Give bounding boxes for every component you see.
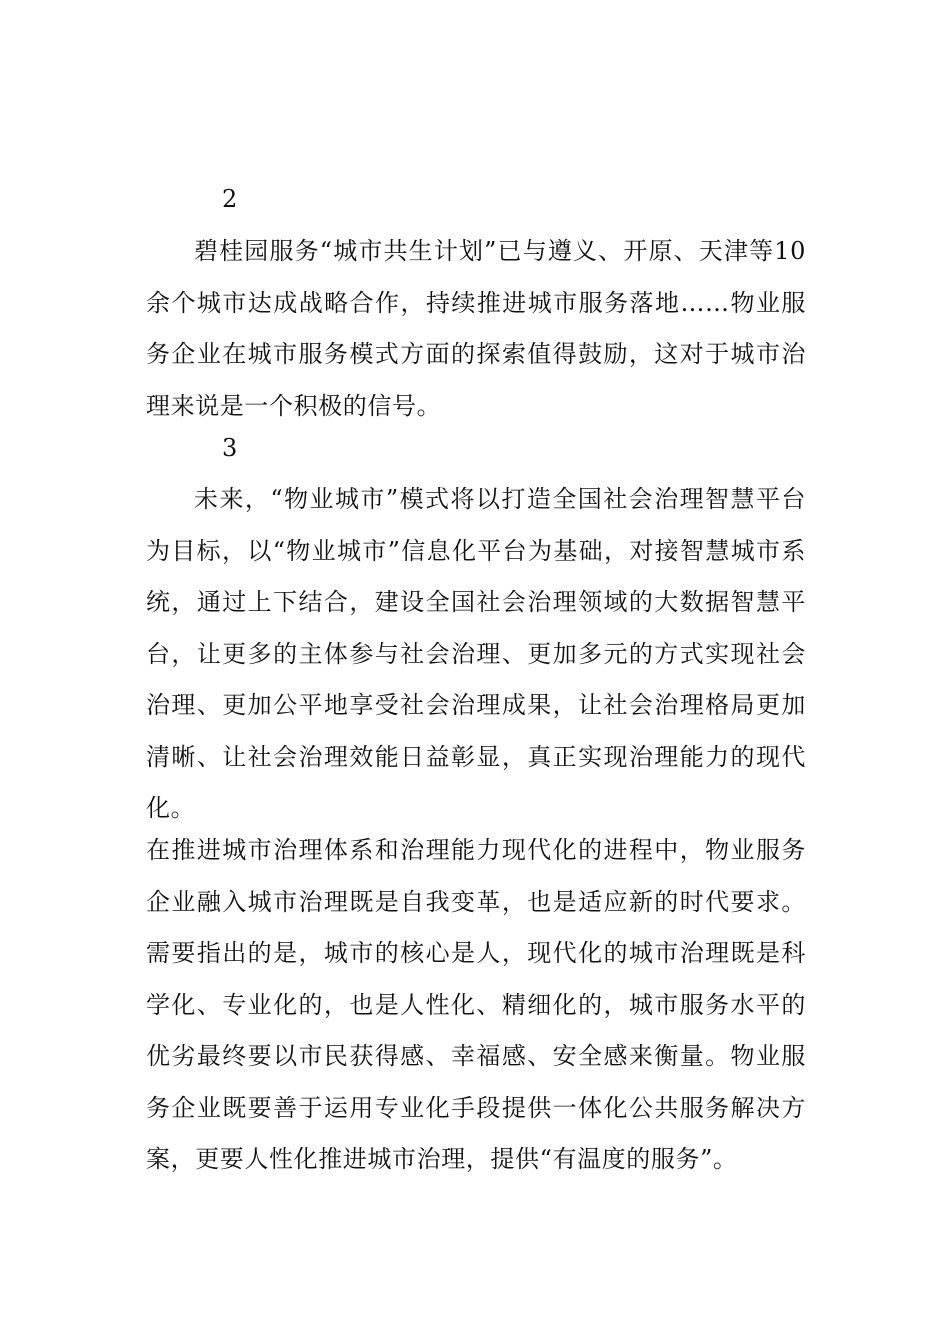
paragraph-property-city-future: 未来，“物业城市”模式将以打造全国社会治理智慧平台为目标，以“物业城市”信息化平台为基础，对接智慧城市系统，通过上下结合，建设全国社会治理领域的大数据智慧平台，让更多的主体参与社会治理、更加多元的方式实现社会治理、更加公平地享受社会治理成果，让社会治理格局更加清晰、让社会治理效能日益彰显，真正实现治理能力的现代化。 — [146, 485, 806, 822]
paragraph-city-symbiosis-plan: 碧桂园服务“城市共生计划”已与遵义、开原、天津等10余个城市达成战略合作，持续推进城市服务落地……物业服务企业在城市服务模式方面的探索值得鼓励，这对于城市治理来说是一个积极的信号。 — [146, 237, 806, 420]
section-number-2: 2 — [222, 185, 238, 213]
paragraph-governance-modernization: 在推进城市治理体系和治理能力现代化的进程中，物业服务企业融入城市治理既是自我变革，也是适应新的时代要求。需要指出的是，城市的核心是人，现代化的城市治理既是科学化、专业化的，也是人性化、精细化的，城市服务水平的优劣最终要以市民获得感、幸福感、安全感来衡量。物业服务企业既要善于运用专业化手段提供一体化公共服务解决方案，更要人性化推进城市治理，提供“有温度的服务”。 — [146, 836, 806, 1173]
section-number-3: 3 — [222, 434, 238, 462]
